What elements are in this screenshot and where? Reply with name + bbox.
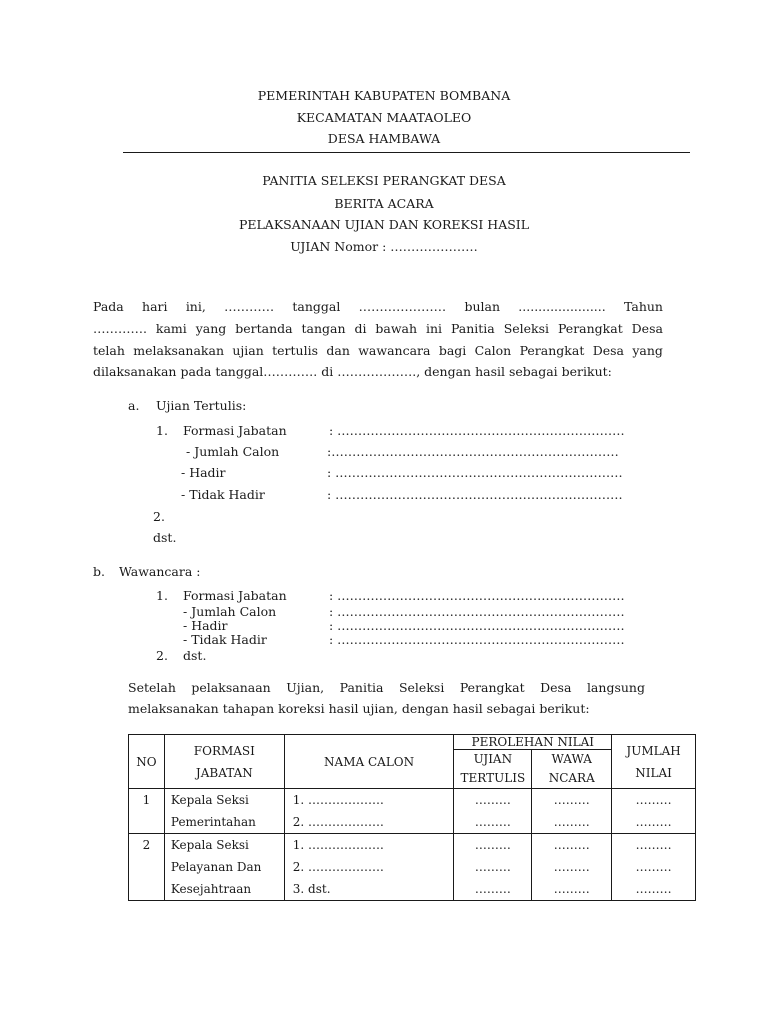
paragraph-word: melaksanakan [133, 343, 224, 358]
paragraph-word: bawah [375, 321, 418, 336]
row-formasi-line: Pelayanan Dan [170, 860, 262, 874]
row-jumlah-score-line: ……… [635, 815, 672, 829]
header-jumlah-line1: JUMLAH [626, 743, 681, 758]
paragraph-word: Pada [93, 299, 124, 314]
paragraph-word: Desa [540, 680, 572, 695]
paragraph-word: bertanda [235, 321, 293, 336]
paragraph-word: Desa [592, 343, 624, 358]
section-a-formasi-value: : …………………………………………………………… [329, 423, 625, 438]
header-formasi [164, 735, 284, 789]
row-wawancara-score-line: ……… [553, 882, 590, 896]
exam-number: UJIAN Nomor : ………………… [290, 239, 478, 254]
committee-title: PANITIA SELEKSI PERANGKAT DESA [262, 173, 506, 188]
row-nama-calon-line: 2. ………………. [292, 860, 384, 874]
header-district: KECAMATAN MAATAOLEO [296, 110, 472, 125]
section-b-hadir-label: - Hadir [183, 618, 228, 633]
closing-line-1 [128, 680, 645, 695]
header-ujian-line1: UJIAN [473, 752, 513, 766]
paragraph-word: Panitia [339, 680, 384, 695]
header-wawa-line2: NCARA [548, 771, 595, 785]
section-b-formasi-label: Formasi Jabatan [183, 588, 287, 603]
row-formasi-line: Pemerintahan [170, 815, 256, 829]
section-b-jumlah-label: - Jumlah Calon [183, 604, 277, 619]
paragraph-word: bulan [464, 299, 501, 314]
section-a-hadir-label: - Hadir [181, 465, 226, 480]
section-b-jumlah-value: : …………………………………………………………… [329, 604, 625, 619]
paragraph-word: ………… [224, 299, 275, 314]
row-nama-calon [284, 834, 454, 901]
paragraph-word: Panitia [450, 321, 495, 336]
row-ujian-score [454, 789, 532, 834]
header-jumlah-nilai [612, 735, 696, 789]
row-ujian-score-line: ……… [474, 793, 511, 807]
row-formasi-line: Kesejahtraan [170, 882, 252, 896]
paragraph-word: dan [326, 343, 350, 358]
paragraph-word: Calon [474, 343, 512, 358]
row-wawancara-score-line: ……… [553, 793, 590, 807]
row-nama-calon [284, 789, 454, 834]
section-a-formasi-label: Formasi Jabatan [183, 423, 287, 438]
section-a-item2-number: 2. [153, 509, 165, 524]
document-title: BERITA ACARA [334, 196, 434, 211]
row-formasi-line: Kepala Seksi [170, 793, 249, 807]
table-row [129, 834, 696, 901]
section-b-title: Wawancara : [119, 564, 201, 579]
row-ujian-score-line: ……… [474, 838, 511, 852]
row-ujian-score-line: ……… [474, 882, 511, 896]
paragraph-word: kami [155, 321, 187, 336]
paragraph-word: ………………… [358, 299, 447, 314]
section-a-jumlah-label: - Jumlah Calon [186, 444, 280, 459]
paragraph-word: ini [425, 321, 443, 336]
row-ujian-score-line: ……… [474, 860, 511, 874]
header-no: NO [129, 735, 165, 789]
row-nama-calon-line: 3. dst. [292, 882, 331, 896]
section-a-dst: dst. [153, 530, 177, 545]
row-jumlah-score [612, 789, 696, 834]
header-divider [123, 152, 690, 153]
row-wawancara-score [532, 834, 612, 901]
paragraph-word: tertulis [272, 343, 319, 358]
row-number: 1 [129, 789, 165, 834]
paragraph-word: wawancara [358, 343, 431, 358]
section-a-jumlah-value: :…………………………………………………………… [327, 444, 619, 459]
paragraph-word: Desa [631, 321, 663, 336]
paragraph-word: yang [632, 343, 663, 358]
header-ujian-tertulis [454, 750, 532, 789]
row-formasi [164, 834, 284, 901]
section-a-hadir-value: : …………………………………………………………… [327, 465, 623, 480]
paragraph-word: Seleksi [503, 321, 550, 336]
section-b-item1-number: 1. [156, 588, 168, 603]
paragraph-word: tanggal [292, 299, 341, 314]
intro-line-1 [93, 299, 663, 314]
section-b-label: b. [93, 564, 105, 579]
paragraph-word: Perangkat [557, 321, 623, 336]
section-a-item1-number: 1. [156, 423, 168, 438]
header-wawa-line1: WAWA [551, 752, 592, 766]
header-wawancara [532, 750, 612, 789]
row-jumlah-score [612, 834, 696, 901]
row-wawancara-score-line: ……… [553, 838, 590, 852]
paragraph-word: …………. [93, 321, 147, 336]
section-b-formasi-value: : …………………………………………………………… [329, 588, 625, 603]
row-wawancara-score [532, 789, 612, 834]
section-a-label: a. [128, 398, 140, 413]
row-nama-calon-line: 2. ………………. [292, 815, 384, 829]
paragraph-word: ini, [185, 299, 206, 314]
row-jumlah-score-line: ……… [635, 838, 672, 852]
header-jumlah-line2: NILAI [635, 765, 672, 780]
row-nama-calon-line: 1. ………………. [292, 793, 384, 807]
paragraph-word: ...................... [518, 299, 606, 314]
row-number: 2 [129, 834, 165, 901]
paragraph-word: Tahun [624, 299, 663, 314]
paragraph-word: tangan [301, 321, 346, 336]
row-nama-calon-line: 1. ………………. [292, 838, 384, 852]
paragraph-word: langsung [586, 680, 645, 695]
section-b-hadir-value: : …………………………………………………………… [329, 618, 625, 633]
row-ujian-score-line: ……… [474, 815, 511, 829]
paragraph-word: Perangkat [459, 680, 525, 695]
section-b-item2-text: dst. [183, 648, 207, 663]
section-b-item2-number: 2. [156, 648, 168, 663]
section-b-tidak-hadir-value: : …………………………………………………………… [329, 632, 625, 647]
header-village: DESA HAMBAWA [327, 131, 441, 146]
intro-line-2 [93, 321, 663, 336]
section-a-title: Ujian Tertulis: [156, 398, 247, 413]
row-jumlah-score-line: ……… [635, 860, 672, 874]
header-government: PEMERINTAH KABUPATEN BOMBANA [257, 88, 511, 103]
section-a-tidak-hadir-value: : …………………………………………………………… [327, 487, 623, 502]
paragraph-word: yang [195, 321, 227, 336]
paragraph-word: ujian [232, 343, 264, 358]
paragraph-word: Seleksi [398, 680, 445, 695]
header-formasi-line2: JABATAN [195, 765, 253, 780]
header-formasi-line1: FORMASI [193, 743, 255, 758]
paragraph-word: Ujian, [286, 680, 325, 695]
header-perolehan-nilai: PEROLEHAN NILAI [454, 735, 612, 750]
table-header-row [129, 735, 696, 750]
row-ujian-score [454, 834, 532, 901]
paragraph-word: hari [142, 299, 168, 314]
paragraph-word: Setelah [128, 680, 176, 695]
closing-line-2: melaksanakan tahapan koreksi hasil ujian, dengan hasil sebagai berikut: [128, 701, 590, 716]
intro-line-3 [93, 343, 663, 358]
paragraph-word: pelaksanaan [191, 680, 271, 695]
table-body [129, 789, 696, 901]
results-table [128, 734, 696, 901]
row-jumlah-score-line: ……… [635, 793, 672, 807]
row-formasi-line: Kepala Seksi [170, 838, 249, 852]
section-a-tidak-hadir-label: - Tidak Hadir [181, 487, 265, 502]
paragraph-word: telah [93, 343, 125, 358]
header-ujian-line2: TERTULIS [460, 771, 526, 785]
intro-line-4: dilaksanakan pada tanggal…………. di ………………., dengan hasil sebagai berikut: [93, 364, 612, 379]
section-b-tidak-hadir-label: - Tidak Hadir [183, 632, 267, 647]
row-wawancara-score-line: ……… [553, 815, 590, 829]
row-formasi [164, 789, 284, 834]
paragraph-word: bagi [438, 343, 467, 358]
row-wawancara-score-line: ……… [553, 860, 590, 874]
header-nama-calon: NAMA CALON [284, 735, 454, 789]
paragraph-word: Perangkat [519, 343, 585, 358]
table-row [129, 789, 696, 834]
paragraph-word: di [354, 321, 367, 336]
document-subtitle: PELAKSANAAN UJIAN DAN KOREKSI HASIL [238, 217, 530, 232]
row-jumlah-score-line: ……… [635, 882, 672, 896]
